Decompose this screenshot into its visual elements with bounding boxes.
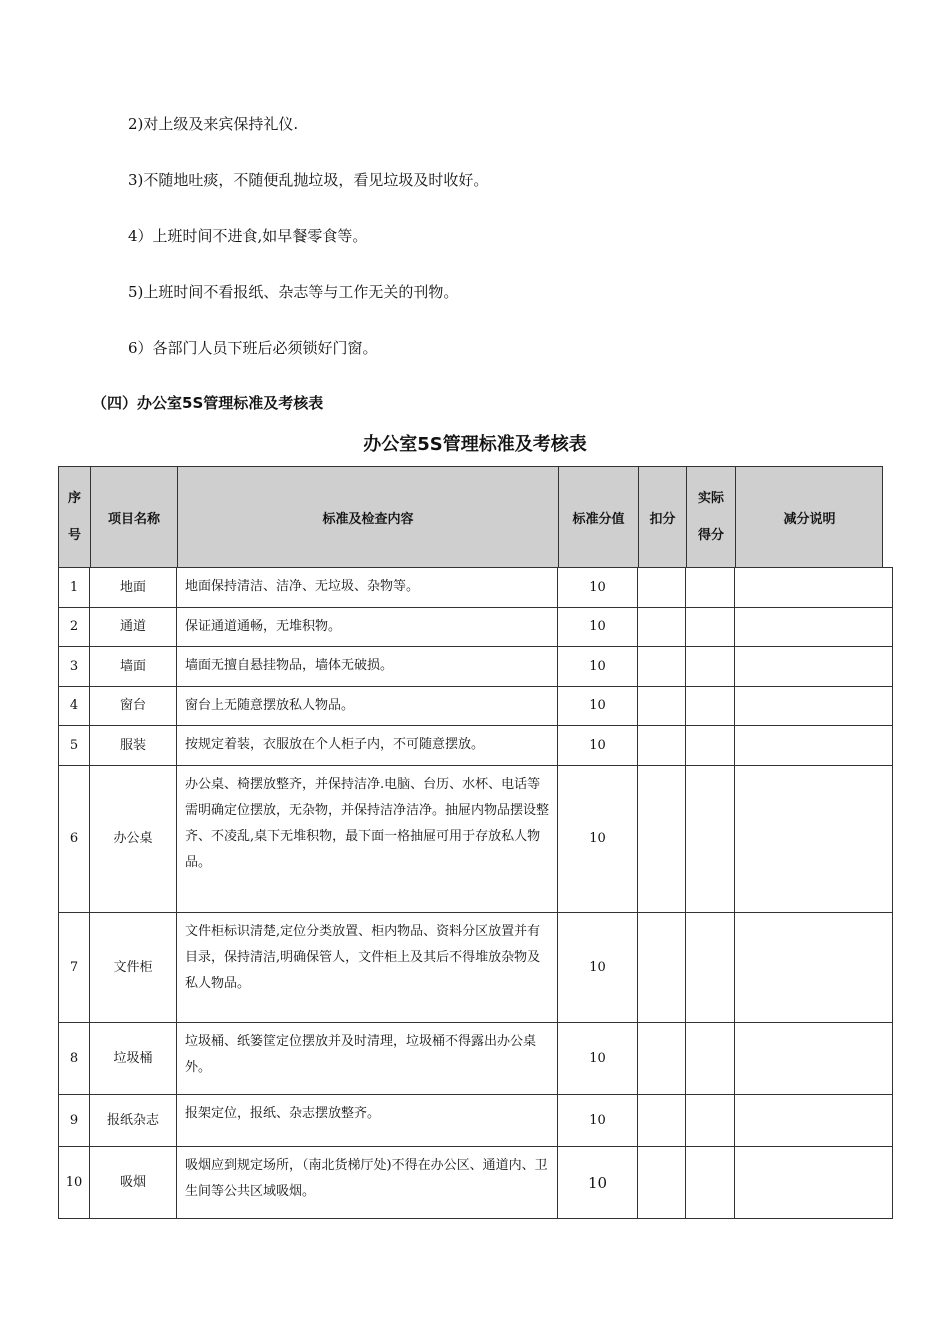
row-deduct-cell[interactable]	[638, 913, 686, 1023]
row-no: 7	[59, 913, 90, 1023]
header-desc: 标准及检查内容	[177, 467, 558, 567]
row-desc: 按规定着装，衣服放在个人柜子内，不可随意摆放。	[177, 726, 558, 766]
row-no: 5	[59, 726, 90, 766]
row-name: 服装	[90, 726, 177, 766]
row-score: 10	[558, 766, 638, 913]
table-row	[59, 1095, 893, 1147]
row-deduct-cell[interactable]	[638, 687, 686, 726]
row-score: 10	[558, 913, 638, 1023]
header-no-line2: 号	[67, 528, 81, 543]
section-heading: （四）办公室5S管理标准及考核表	[92, 394, 324, 412]
row-name: 窗台	[90, 687, 177, 726]
header-actual-line2: 得分	[697, 528, 724, 543]
paragraph-5: 5)上班时间不看报纸、杂志等与工作无关的刊物。	[128, 283, 459, 301]
row-deduct-cell[interactable]	[638, 608, 686, 647]
row-score: 10	[558, 568, 638, 608]
table-row	[59, 647, 893, 687]
row-name: 吸烟	[90, 1147, 177, 1219]
table-row	[59, 1147, 893, 1219]
row-deduct-cell[interactable]	[638, 1023, 686, 1095]
paragraph-3: 3)不随地吐痰，不随便乱抛垃圾，看见垃圾及时收好。	[128, 171, 489, 189]
row-score: 10	[558, 1023, 638, 1095]
row-name: 垃圾桶	[90, 1023, 177, 1095]
row-deduct-cell[interactable]	[638, 647, 686, 687]
row-name: 文件柜	[90, 913, 177, 1023]
header-note: 减分说明	[735, 467, 883, 567]
paragraph-4: 4）上班时间不进食,如早餐零食等。	[128, 227, 368, 245]
row-no: 4	[59, 687, 90, 726]
row-actual-cell[interactable]	[686, 726, 735, 766]
row-actual-cell[interactable]	[686, 766, 735, 913]
row-actual-cell[interactable]	[686, 687, 735, 726]
assessment-table	[58, 567, 893, 1219]
table-row	[59, 913, 893, 1023]
row-no: 10	[59, 1147, 90, 1219]
header-deduct: 扣分	[638, 467, 686, 567]
row-note-cell[interactable]	[735, 1095, 893, 1147]
row-desc: 文件柜标识清楚,定位分类放置、柜内物品、资料分区放置并有目录，保持清洁,明确保管人，文件柜上及其后不得堆放杂物及私人物品。	[177, 913, 558, 1023]
row-no: 3	[59, 647, 90, 687]
row-note-cell[interactable]	[735, 766, 893, 913]
header-name: 项目名称	[90, 467, 177, 567]
table-row	[59, 726, 893, 766]
row-desc: 报架定位，报纸、杂志摆放整齐。	[177, 1095, 558, 1147]
header-score: 标准分值	[558, 467, 638, 567]
row-score: 10	[558, 647, 638, 687]
row-no: 6	[59, 766, 90, 913]
row-note-cell[interactable]	[735, 687, 893, 726]
row-note-cell[interactable]	[735, 608, 893, 647]
row-desc: 吸烟应到规定场所，（南北货梯厅处)不得在办公区、通道内、卫生间等公共区域吸烟。	[177, 1147, 558, 1219]
table-row	[59, 608, 893, 647]
row-score: 10	[558, 1095, 638, 1147]
row-score: 10	[558, 687, 638, 726]
header-no	[59, 467, 90, 567]
row-actual-cell[interactable]	[686, 1023, 735, 1095]
row-score: 10	[558, 726, 638, 766]
paragraph-6: 6）各部门人员下班后必须锁好门窗。	[128, 339, 378, 357]
row-no: 1	[59, 568, 90, 608]
row-no: 9	[59, 1095, 90, 1147]
row-desc: 垃圾桶、纸篓筐定位摆放并及时清理，垃圾桶不得露出办公桌外。	[177, 1023, 558, 1095]
row-score: 10	[558, 1147, 638, 1219]
row-note-cell[interactable]	[735, 1023, 893, 1095]
row-deduct-cell[interactable]	[638, 1095, 686, 1147]
row-actual-cell[interactable]	[686, 913, 735, 1023]
row-deduct-cell[interactable]	[638, 726, 686, 766]
table-row	[59, 687, 893, 726]
row-name: 通道	[90, 608, 177, 647]
table-row	[59, 766, 893, 913]
row-note-cell[interactable]	[735, 913, 893, 1023]
header-no-line1: 序	[67, 491, 81, 506]
row-desc: 窗台上无随意摆放私人物品。	[177, 687, 558, 726]
row-no: 8	[59, 1023, 90, 1095]
row-desc: 地面保持清洁、洁净、无垃圾、杂物等。	[177, 568, 558, 608]
table-row	[59, 568, 893, 608]
row-score: 10	[558, 608, 638, 647]
row-actual-cell[interactable]	[686, 608, 735, 647]
row-name: 办公桌	[90, 766, 177, 913]
table-title: 办公室5S管理标准及考核表	[363, 434, 587, 455]
row-name: 墙面	[90, 647, 177, 687]
row-actual-cell[interactable]	[686, 568, 735, 608]
row-deduct-cell[interactable]	[638, 1147, 686, 1219]
table-header	[58, 466, 883, 568]
row-note-cell[interactable]	[735, 726, 893, 766]
row-note-cell[interactable]	[735, 647, 893, 687]
row-name: 报纸杂志	[90, 1095, 177, 1147]
table-row	[59, 1023, 893, 1095]
row-actual-cell[interactable]	[686, 1095, 735, 1147]
header-actual-line1: 实际	[697, 491, 724, 506]
row-desc: 办公桌、椅摆放整齐，并保持洁净.电脑、台历、水杯、电话等需明确定位摆放，无杂物，并保持洁净洁净。抽屉内物品摆设整齐、不凌乱,桌下无堆积物，最下面一格抽屉可用于存放私人物品。	[177, 766, 558, 913]
row-deduct-cell[interactable]	[638, 766, 686, 913]
row-deduct-cell[interactable]	[638, 568, 686, 608]
header-actual	[686, 467, 735, 567]
row-actual-cell[interactable]	[686, 647, 735, 687]
row-actual-cell[interactable]	[686, 1147, 735, 1219]
row-desc: 墙面无擅自悬挂物品，墙体无破损。	[177, 647, 558, 687]
row-note-cell[interactable]	[735, 1147, 893, 1219]
row-desc: 保证通道通畅，无堆积物。	[177, 608, 558, 647]
row-no: 2	[59, 608, 90, 647]
row-note-cell[interactable]	[735, 568, 893, 608]
row-name: 地面	[90, 568, 177, 608]
paragraph-2: 2)对上级及来宾保持礼仪.	[128, 115, 299, 133]
